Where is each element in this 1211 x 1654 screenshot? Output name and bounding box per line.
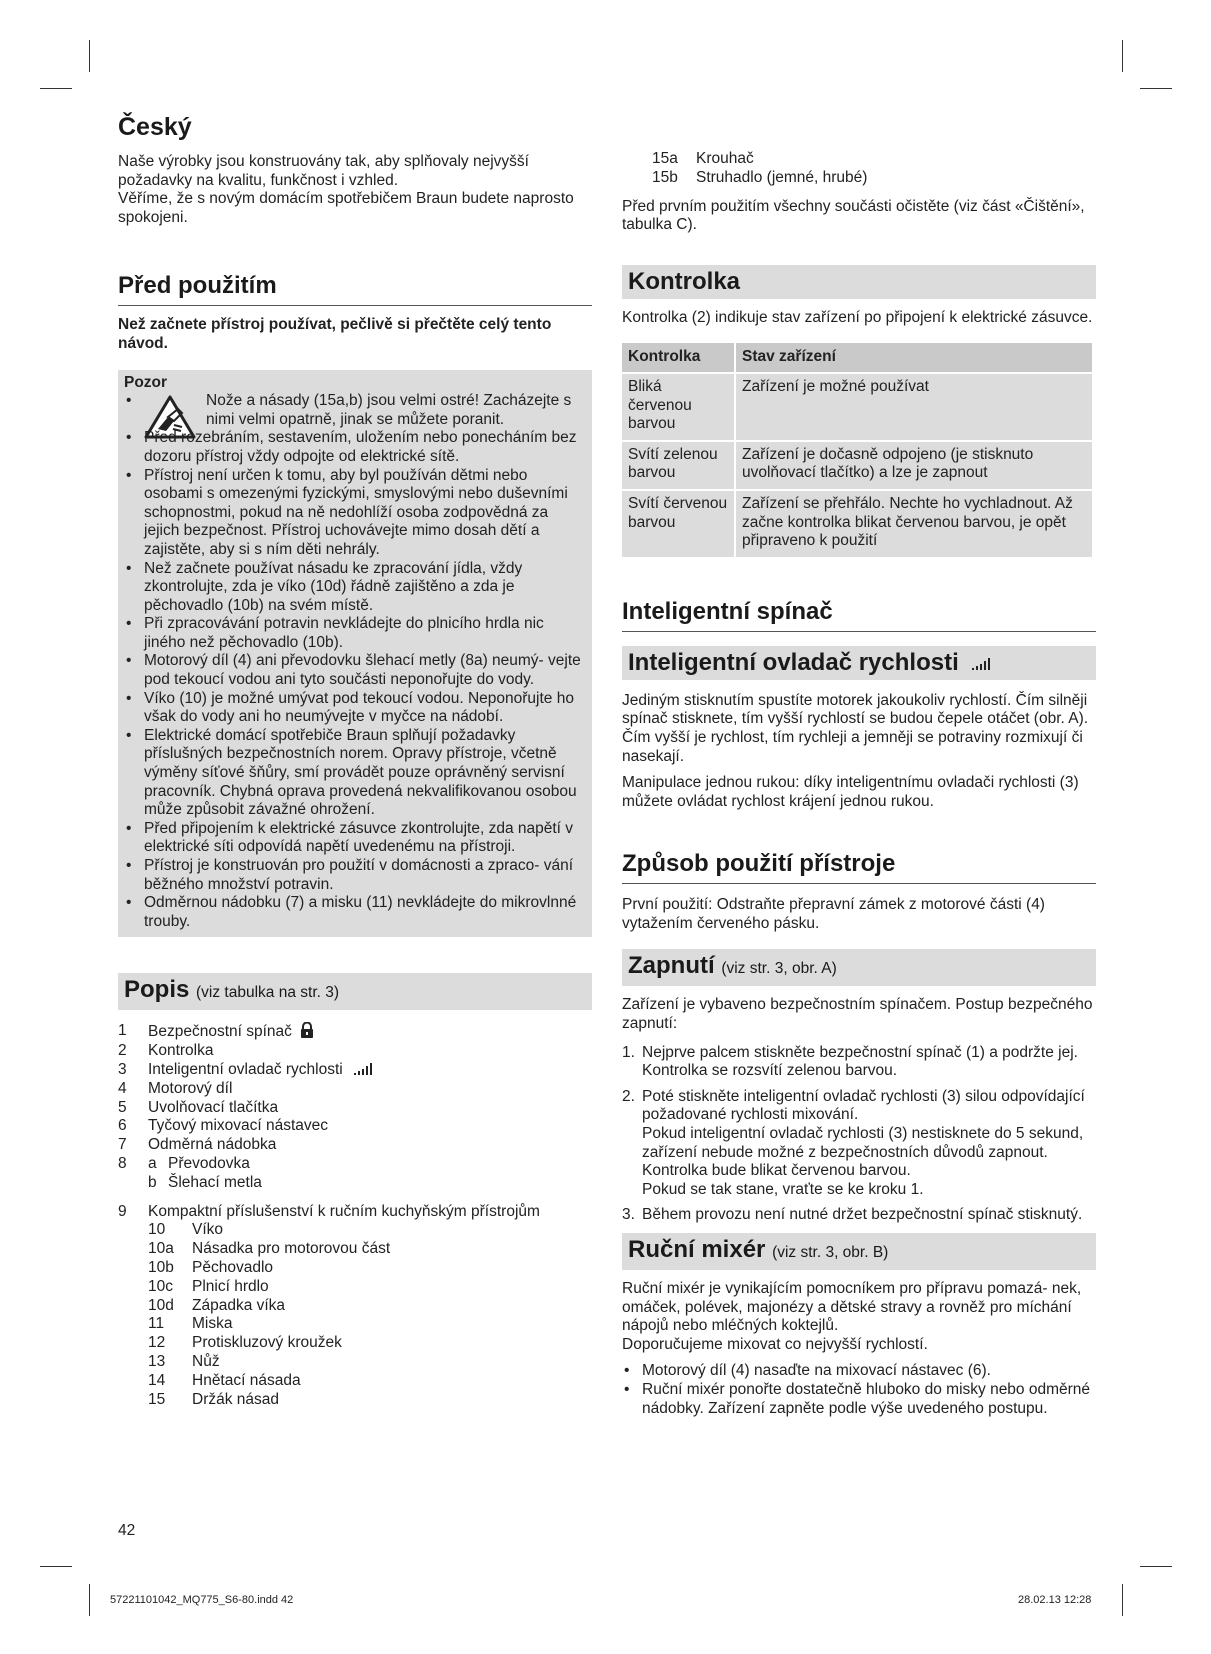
item-number: 15	[148, 1390, 166, 1408]
section-title-smart-switch: Inteligentní spínač	[622, 597, 1096, 632]
page-number: 42	[118, 1522, 136, 1539]
item-number	[118, 1174, 148, 1193]
step-text: Pokud se tak stane, vraťte se ke kroku 1.	[642, 1180, 924, 1198]
crop-mark	[89, 1584, 90, 1616]
table-row	[622, 374, 1092, 440]
crop-mark	[1140, 88, 1172, 89]
list-item	[118, 1174, 592, 1193]
item-number: 1	[118, 1022, 127, 1040]
language-title: Český	[118, 113, 192, 141]
section-title-usage: Způsob použití přístroje	[622, 849, 1096, 884]
warning-item: • Odměrnou nádobku (7) a misku (11) nevkládejte do mikrovlnné trouby.	[124, 894, 584, 931]
item-number: 13	[148, 1352, 166, 1370]
section-title-before-use: Před použitím	[118, 271, 592, 306]
column-header: Kontrolka	[622, 343, 734, 372]
item-label: Odměrná nádobka	[148, 1136, 277, 1154]
warning-item: • Přístroj je konstruován pro použití v domácnosti a zpraco- vání běžného množství potravin.	[124, 857, 584, 894]
list-item	[118, 1061, 592, 1080]
kontrolka-title: Kontrolka	[628, 267, 741, 295]
step-item	[622, 1206, 1096, 1225]
item-subletter: a	[148, 1154, 157, 1172]
right-column	[622, 150, 1096, 1418]
list-item: • Ruční mixér ponořte dostatečně hluboko do misky nebo odměrné nádobky. Zařízení zapněte podle výše uvedeného postupu.	[622, 1381, 1096, 1418]
list-item	[118, 1022, 592, 1042]
step-number: 1.	[622, 1043, 635, 1061]
item-label: Kontrolka	[148, 1042, 214, 1060]
list-item	[622, 169, 867, 188]
left-column	[118, 113, 592, 1409]
item-number: 4	[118, 1079, 127, 1097]
table-cell: Bliká červenou barvou	[622, 374, 734, 440]
speed-bars-icon	[971, 657, 993, 671]
step-text: Poté stiskněte inteligentní ovladač rychlosti (3) silou odpovídající požadované rychlosti mixování.	[642, 1087, 1085, 1124]
section-title-zapnuti	[622, 949, 1096, 986]
warning-item	[124, 392, 584, 429]
rucni-paragraph: Ruční mixér je vynikajícím pomocníkem pro přípravu pomazá- nek, omáček, polévek, majonézy a dětské stravy a rovněž pro míchání nápojů nebo mléčných koktejlů.	[622, 1280, 1082, 1335]
list-item: • Motorový díl (4) nasaďte na mixovací nástavec (6).	[622, 1362, 1096, 1381]
section-title-rucni-mixer	[622, 1233, 1096, 1270]
speed-control-title: Inteligentní ovladač rychlosti	[628, 648, 959, 676]
item-number: 5	[118, 1098, 127, 1116]
item-label: Plnicí hrdlo	[192, 1277, 269, 1295]
speed-bars-icon	[353, 1062, 375, 1076]
list-item	[118, 1042, 592, 1061]
item-label: Šlehací metla	[168, 1173, 262, 1191]
zapnuti-paragraph: Zařízení je vybaveno bezpečnostním spínačem. Postup bezpečného zapnutí:	[622, 996, 1093, 1033]
item-label: Nůž	[192, 1352, 220, 1370]
rucni-title: Ruční mixér	[628, 1236, 766, 1263]
list-item	[118, 1080, 592, 1099]
item-label: Motorový díl	[148, 1079, 233, 1097]
item-label: Krouhač	[696, 150, 754, 167]
item-number: 7	[118, 1136, 127, 1154]
item-number: 10	[148, 1221, 166, 1239]
table-cell: Zařízení je možné používat	[736, 374, 1092, 440]
crop-mark	[40, 88, 72, 89]
warning-item: • Elektrické domácí spotřebiče Braun splňují požadavky příslušných bezpečnostních norem. Opravy přístroje, včetně výměny síťové šňůry, smí provádět pouze oprávněný servisní pracovník. Chybná oprava provedená nekvalifikovanou osobou může způsobit závažné ohrožení.	[124, 727, 584, 820]
warning-text: Nože a násady (15a,b) jsou velmi ostré! Zacházejte s nimi velmi opatrně, jinak se můžete poranit.	[206, 392, 572, 428]
item-label: Víko	[192, 1221, 224, 1239]
footer-file-info: 57221101042_MQ775_S6-80.indd 42	[110, 1594, 294, 1606]
step-item	[622, 1088, 1096, 1200]
item-label: Inteligentní ovladač rychlosti	[148, 1060, 343, 1078]
item-label: Pěchovadlo	[192, 1258, 274, 1276]
step-text: Během provozu není nutné držet bezpečnostní spínač stisknutý.	[642, 1206, 1083, 1224]
clean-note: Před prvním použitím všechny součásti očistěte (viz část «Čištění», tabulka C).	[622, 197, 1085, 234]
list-item	[622, 150, 867, 169]
table-row	[622, 442, 1092, 489]
status-table	[620, 341, 1094, 558]
item-number: 14	[148, 1371, 166, 1389]
section-title-kontrolka	[622, 265, 1096, 299]
step-item	[622, 1044, 1096, 1081]
item-label: Převodovka	[168, 1154, 250, 1172]
table-header-row	[622, 343, 1092, 372]
list-item	[118, 1259, 592, 1278]
crop-mark	[1140, 1566, 1172, 1567]
item-number: 10d	[148, 1296, 174, 1314]
item-label: Uvolňovací tlačítka	[148, 1098, 279, 1116]
warning-list	[124, 429, 584, 931]
rucni-subtitle: (viz str. 3, obr. B)	[772, 1244, 889, 1261]
list-item	[118, 1278, 592, 1297]
speed-paragraph: Jediným stisknutím spustíte motorek jakoukoliv rychlostí. Čím silněji spínač stisknete, tím vyšší rychlostí se budou čepele otáčet (obr. A). Čím vyšší je rychlost, tím rychleji a jemněji se potraviny rozmixují či nasekají.	[622, 691, 1089, 765]
kontrolka-text: Kontrolka (2) indikuje stav zařízení po připojení k elektrické zásuvce.	[622, 308, 1093, 326]
section-title-popis	[118, 973, 592, 1010]
item-subletter: b	[148, 1173, 157, 1191]
list-item	[118, 1297, 592, 1316]
item-label: Miska	[192, 1315, 233, 1333]
intro-paragraph: Věříme, že s novým domácím spotřebičem Braun budete naprosto spokojeni.	[118, 190, 574, 226]
list-item	[118, 1136, 592, 1155]
list-item	[118, 1372, 592, 1391]
before-use-lead: Než začnete přístroj používat, pečlivě si přečtěte celý tento návod.	[118, 316, 552, 352]
lock-icon	[300, 1022, 314, 1038]
table-cell: Svítí červenou barvou	[622, 491, 734, 557]
table-cell: Zařízení se přehřálo. Nechte ho vychladnout. Až začne kontrolka blikat červenou barvou, je opět připraveno k použití	[736, 491, 1092, 557]
zapnuti-subtitle: (viz str. 3, obr. A)	[721, 960, 837, 978]
item-label: Kompaktní příslušenství k ručním kuchyňským přístrojům	[148, 1202, 540, 1220]
item-label: Protiskluzový kroužek	[192, 1334, 342, 1352]
step-number: 3.	[622, 1206, 635, 1224]
item-label: Západka víka	[192, 1296, 286, 1314]
item-number: 10a	[148, 1240, 174, 1258]
popis-title: Popis	[124, 976, 190, 1004]
item-number: 11	[148, 1315, 165, 1333]
list-item	[118, 1315, 592, 1334]
popis-subtitle: (viz tabulka na str. 3)	[196, 984, 340, 1002]
usage-paragraph: První použití: Odstraňte přepravní zámek z motorové části (4) vytažením červeného pásku.	[622, 896, 1045, 932]
item-label: Hnětací násada	[192, 1371, 301, 1389]
item-label: Tyčový mixovací nástavec	[148, 1117, 329, 1135]
crop-mark	[1122, 1584, 1123, 1616]
item-number: 15a	[652, 150, 678, 167]
item-label: Násadka pro motorovou část	[192, 1240, 391, 1258]
crop-mark	[40, 1566, 72, 1567]
crop-mark	[89, 40, 90, 72]
warning-item: • Před připojením k elektrické zásuvce zkontrolujte, zda napětí v elektrické síti odpovídá napětí uvedenému na přístroji.	[124, 820, 584, 857]
parts-list	[118, 1022, 592, 1192]
caution-title: Pozor	[124, 373, 168, 391]
step-text: Pokud inteligentní ovladač rychlosti (3) nestisknete do 5 sekund, zařízení nebude možné z bezpečnostních důvodů zapnout.	[642, 1125, 1084, 1161]
item-number: 6	[118, 1117, 127, 1135]
warning-item: • Víko (10) je možné umývat pod tekoucí vodou. Neponořujte ho však do vody ani ho neumývejte v myčce na nádobí.	[124, 690, 584, 727]
zapnuti-steps	[622, 1044, 1096, 1225]
warning-item: • Při zpracovávání potravin nevkládejte do plnicího hrdla nic jiného než pěchovadlo (10b).	[124, 615, 584, 652]
list-item	[118, 1334, 592, 1353]
list-item	[118, 1221, 592, 1240]
section-title-speed-control	[622, 646, 1096, 680]
step-number: 2.	[622, 1087, 635, 1105]
table-row	[622, 491, 1092, 557]
warning-item: • Než začnete používat násadu ke zpracování jídla, vždy zkontrolujte, zda je víko (10d) řádně zajištěno a zda je pěchovadlo (10b) na svém místě.	[124, 560, 584, 616]
item-label: Struhadlo (jemné, hrubé)	[696, 168, 868, 186]
warning-item: • Před rozebráním, sestavením, uložením nebo ponecháním bez dozoru přístroj vždy odpojte od elektrické sítě.	[124, 429, 584, 466]
step-text: Nejprve palcem stiskněte bezpečnostní spínač (1) a podržte jej. Kontrolka se rozsvítí zelenou barvou.	[642, 1043, 1078, 1080]
item-label: Bezpečnostní spínač	[148, 1023, 292, 1041]
warning-item: • Přístroj není určen k tomu, aby byl používán dětmi nebo osobami s omezenými fyzickými, smyslovými nebo duševními schopnostmi, pokud na ně nedohlíží osoba zodpovědná za jejich bezpečnost. Přístroj uchovávejte mimo dosah dětí a zajistěte, aby si s ním děti nehrály.	[124, 467, 584, 560]
table-cell: Svítí zelenou barvou	[622, 442, 734, 489]
item-number: 10c	[148, 1277, 173, 1295]
bullet: •	[126, 392, 132, 410]
rucni-bullets	[622, 1362, 1096, 1418]
item-number: 15b	[652, 168, 678, 186]
item-number: 12	[148, 1334, 166, 1352]
item-number: 3	[118, 1060, 127, 1078]
warning-item: • Motorový díl (4) ani převodovku šlehací metly (8a) neumý- vejte pod tekoucí vodou ani tyto součásti neponořujte do vody.	[124, 652, 584, 689]
step-text: Kontrolka bude blikat červenou barvou.	[642, 1162, 911, 1180]
item-number: 9	[118, 1202, 127, 1220]
rucni-recommendation: Doporučujeme mixovat co nejvyšší rychlostí.	[622, 1335, 928, 1353]
intro-paragraph: Naše výrobky jsou konstruovány tak, aby splňovaly nejvyšší požadavky na kvalitu, funkčnost i vzhled.	[118, 153, 529, 189]
one-hand-paragraph: Manipulace jednou rukou: díky inteligentnímu ovladači rychlosti (3) můžete ovládat rychlost krájení jednou rukou.	[622, 774, 1079, 810]
list-item	[118, 1203, 592, 1222]
list-item	[118, 1117, 592, 1136]
crop-mark	[1122, 40, 1123, 72]
item-number: 8	[118, 1154, 127, 1172]
list-item	[118, 1353, 592, 1372]
column-header: Stav zařízení	[736, 343, 1092, 372]
footer-date: 28.02.13 12:28	[1018, 1594, 1092, 1606]
item-label: Držák násad	[192, 1390, 280, 1408]
item-number: 10b	[148, 1258, 174, 1276]
list-item	[118, 1391, 592, 1410]
table-cell: Zařízení je dočasně odpojeno (je stisknuto uvolňovací tlačítko) a lze je zapnout	[736, 442, 1092, 489]
item-number: 2	[118, 1042, 127, 1060]
accessory-list-continued	[622, 150, 867, 188]
zapnuti-title: Zapnutí	[628, 952, 715, 980]
list-item	[118, 1240, 592, 1259]
list-item	[118, 1155, 592, 1174]
list-item	[118, 1099, 592, 1118]
accessory-list	[118, 1203, 592, 1410]
caution-box	[118, 370, 592, 938]
